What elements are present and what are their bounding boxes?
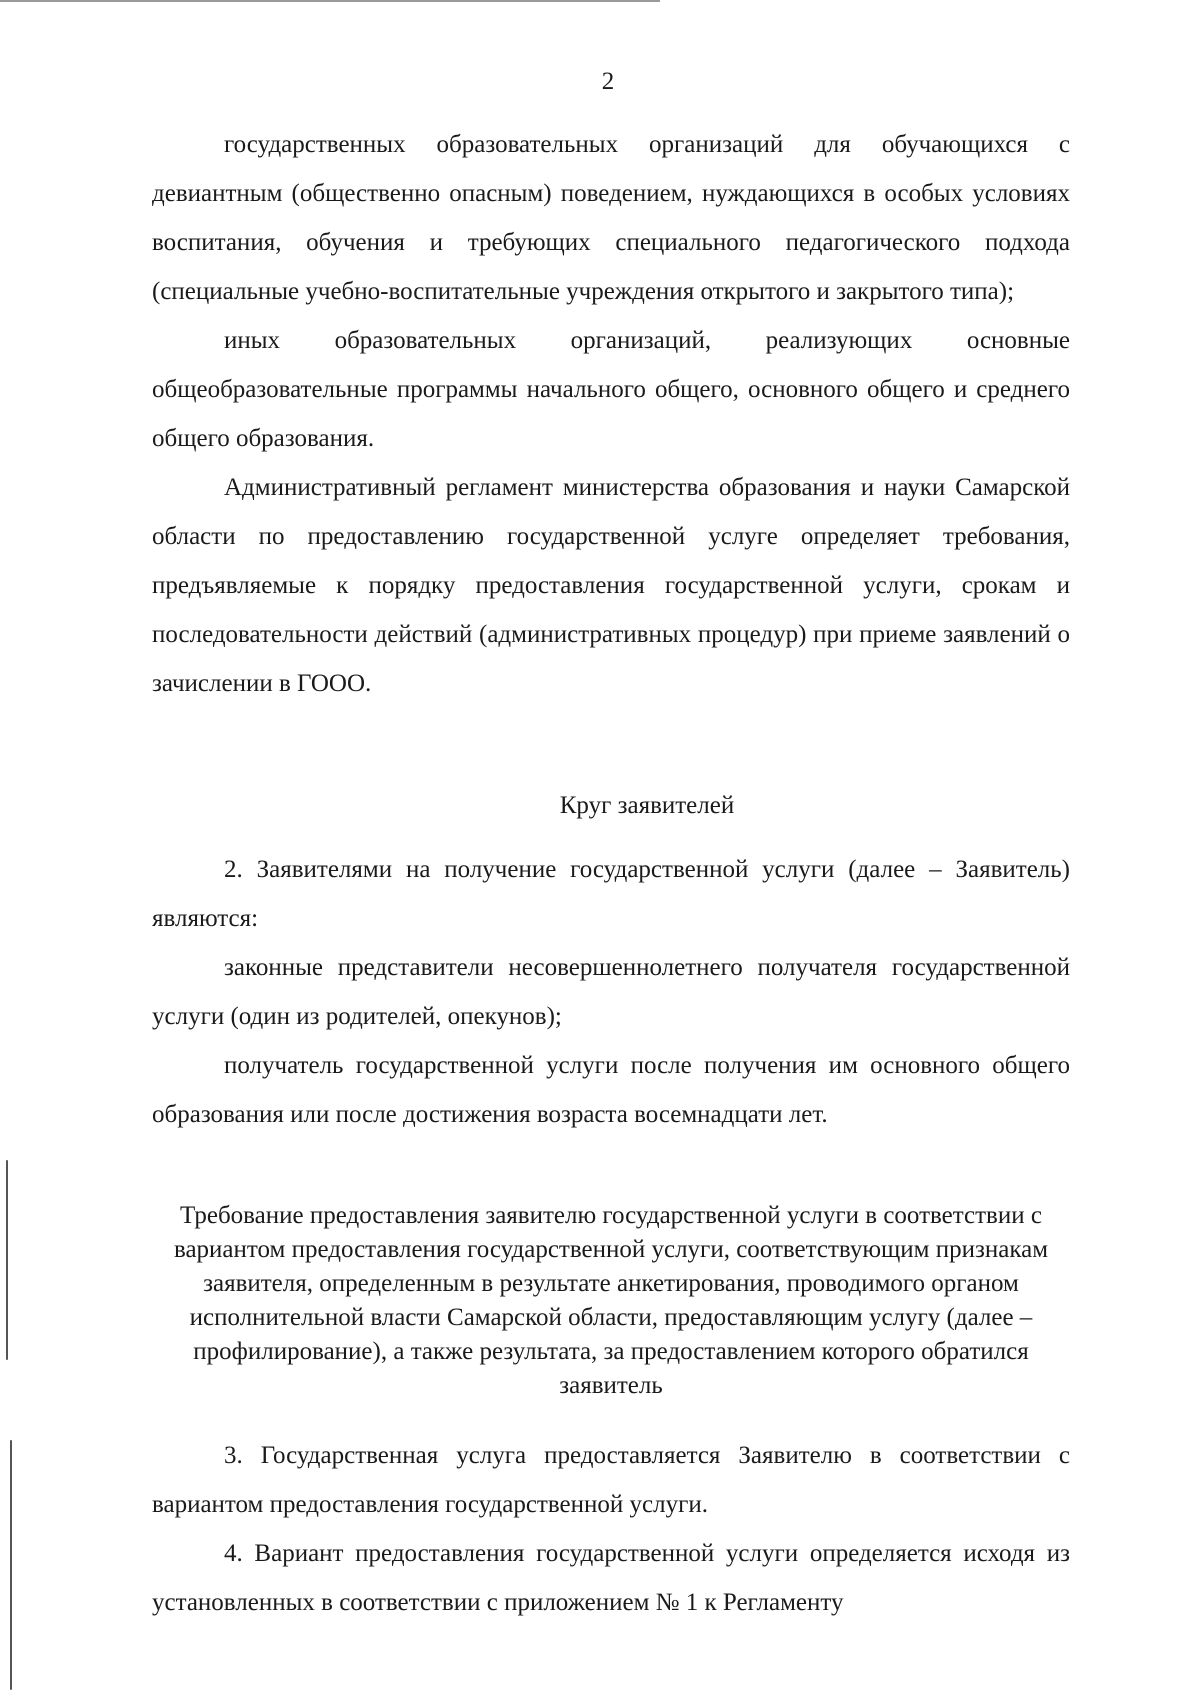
- paragraph: государственных образовательных организаций для обучающихся с девиантным (общественно опасным) поведением, нуждающихся в особых условиях воспитания, обучения и требующих специального педагогического подхода (специальные учебно-воспитательные учреждения открытого и закрытого типа);: [152, 131, 1070, 305]
- section-heading: Требование предоставления заявителю государственной услуги в соответствии с вариантом предоставления государственной услуги, соответствующим признакам заявителя, определенным в результате анкетирования, проводимого органом исполнительной власти Самарской области, предоставляющим услугу (далее – профилирование), а также результата, за предоставлением которого обратился заявитель: [173, 1202, 1049, 1399]
- paragraph: 4. Вариант предоставления государственной услуги определяется исходя из установленных в соответствии с приложением № 1 к Регламенту: [152, 1540, 1070, 1616]
- scan-margin-mark: [6, 1160, 8, 1360]
- paragraph: законные представители несовершеннолетнего получателя государственной услуги (один из родителей, опекунов);: [152, 954, 1070, 1030]
- scan-margin-mark: [10, 1440, 12, 1690]
- paragraph: 2. Заявителями на получение государственной услуги (далее – Заявитель) являются:: [152, 856, 1070, 932]
- top-border-line: [0, 0, 660, 2]
- paragraph: Административный регламент министерства образования и науки Самарской области по предоставлению государственной услуге определяет требования, предъявляемые к порядку предоставления государственной услуги, срокам и последовательности действий (административных процедур) при приеме заявлений о зачислении в ГООО.: [152, 474, 1070, 697]
- section-heading: Круг заявителей: [559, 792, 735, 819]
- paragraph: 3. Государственная услуга предоставляется Заявителю в соответствии с вариантом предоставления государственной услуги.: [152, 1442, 1070, 1518]
- document-body: [152, 120, 1070, 1627]
- paragraph: иных образовательных организаций, реализующих основные общеобразовательные программы начального общего, основного общего и среднего общего образования.: [152, 327, 1070, 452]
- page-number: 2: [601, 68, 615, 95]
- paragraph: получатель государственной услуги после получения им основного общего образования или после достижения возраста восемнадцати лет.: [152, 1052, 1070, 1128]
